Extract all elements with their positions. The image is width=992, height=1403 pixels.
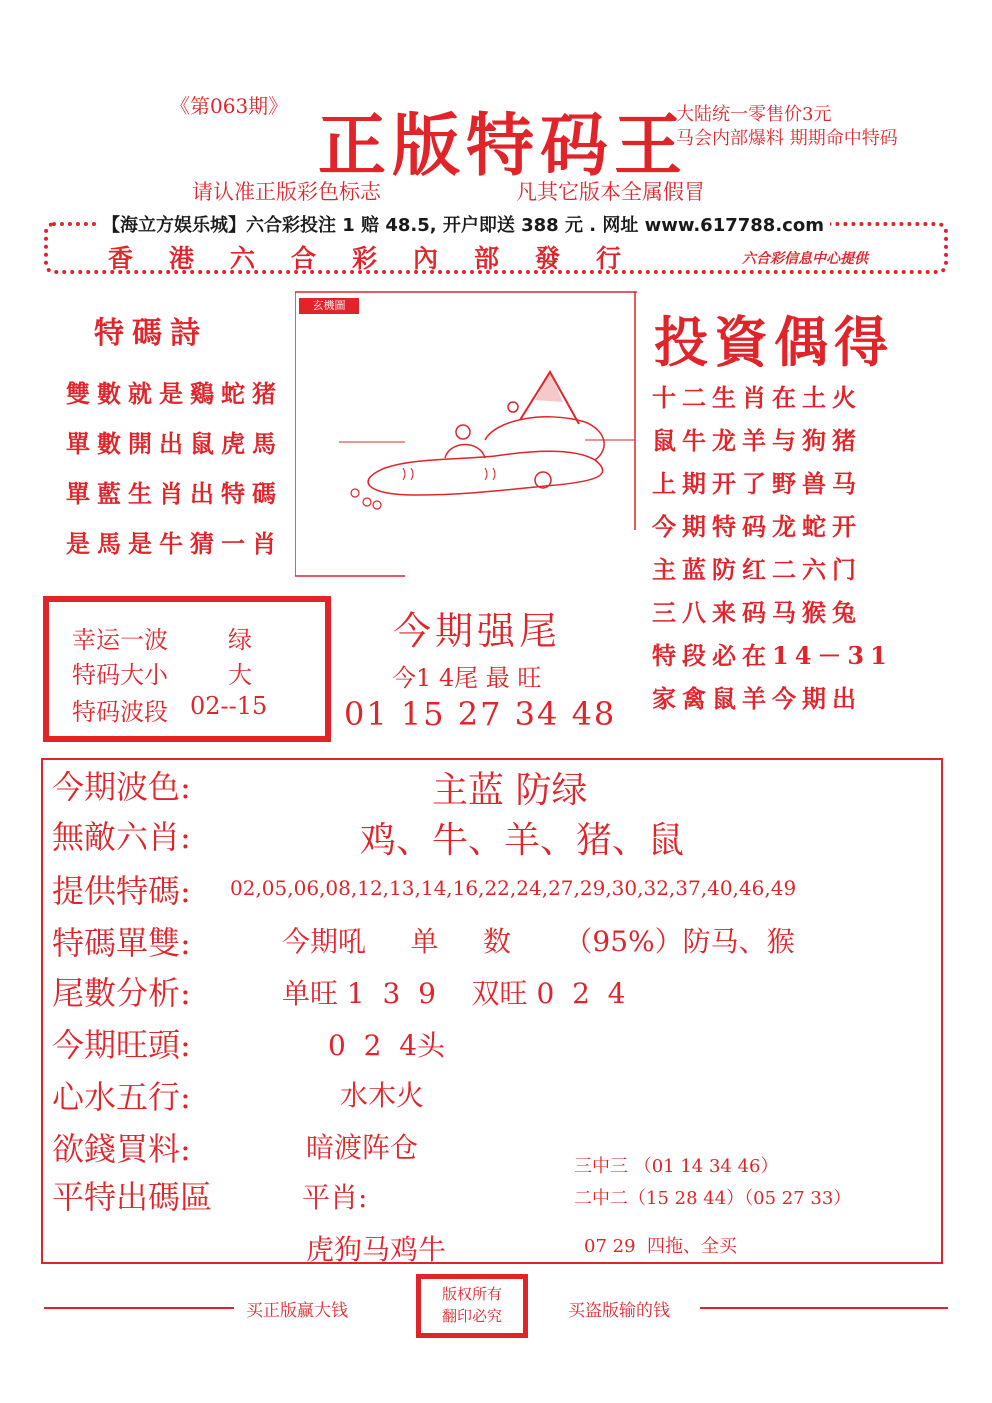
price-text: 大陆统一零售价3元 — [676, 104, 832, 125]
slogan-text: 马会内部爆料 期期命中特码 — [676, 128, 898, 149]
invest-title: 投資偶得 — [654, 311, 894, 374]
flat-label: 平特出碼區 — [52, 1178, 213, 1216]
poem-title: 特碼詩 — [94, 316, 208, 351]
elements-label: 心水五行: — [52, 1078, 191, 1116]
invest-line: 十二生肖在土火 — [652, 383, 862, 412]
ad-text: 【海立方娱乐城】六合彩投注 1 赔 48.5, 开户即送 388 元 . 网址 — [102, 215, 645, 236]
footer-divider-left — [44, 1307, 234, 1309]
two-of-two: 二中二（15 28 44）（05 27 33） — [574, 1188, 852, 1209]
size-label: 特码大小 — [72, 661, 168, 689]
color-value: 主蓝 防绿 — [432, 770, 588, 811]
invest-line: 上期开了野兽马 — [652, 469, 862, 498]
band-label: 特码波段 — [72, 698, 168, 726]
head-value: 0 2 4头 — [328, 1029, 446, 1062]
strong-tail-subtitle: 今1 4尾 最 旺 — [392, 664, 542, 692]
copyright-line-1: 版权所有 — [441, 1285, 502, 1303]
elements-value: 水木火 — [340, 1079, 425, 1112]
provider-text: 六合彩信息中心提供 — [742, 251, 868, 267]
tail-analysis-value: 单旺 1 3 9 双旺 0 2 4 — [282, 977, 626, 1010]
invest-line: 家禽鼠羊今期出 — [652, 684, 862, 713]
poem-line: 單藍生肖出特碼 — [66, 479, 283, 508]
flat-prefix: 平肖: — [302, 1181, 368, 1214]
footer-divider-right — [700, 1307, 948, 1309]
invest-line: 主蓝防红二六门 — [652, 555, 862, 584]
strong-tail-numbers: 01 15 27 34 48 — [344, 695, 617, 733]
riddle-picture — [295, 290, 637, 578]
three-of-three: 三中三 （01 14 34 46） — [574, 1156, 779, 1177]
band-value: 02--15 — [190, 692, 268, 720]
publisher-name: 香港六合彩內部發行 — [108, 244, 658, 273]
ad-site-link[interactable]: www.617788.com — [644, 215, 824, 236]
copyright-line-2: 翻印必究 — [441, 1307, 502, 1325]
page-title: 正版特码王 — [318, 107, 689, 186]
poem-line: 是馬是牛猜一肖 — [66, 529, 283, 558]
invest-line: 特段必在14－31 — [652, 641, 893, 670]
invest-line: 今期特码龙蛇开 — [652, 512, 862, 541]
riddle-picture-label: 玄機圖 — [299, 298, 359, 314]
codes-value: 02,05,06,08,12,13,14,16,22,24,27,29,30,32,37,40,46,49 — [230, 876, 797, 900]
codes-label: 提供特碼: — [52, 872, 191, 910]
footer-left-text: 买正版赢大钱 — [246, 1301, 348, 1321]
poem-line: 單數開出鼠虎馬 — [66, 429, 283, 458]
buy-value: 暗渡阵仓 — [306, 1131, 419, 1164]
six-zodiac-label: 無敵六肖: — [52, 818, 191, 856]
buy-label: 欲錢買料: — [52, 1130, 191, 1168]
lucky-wave-label: 幸运一波 — [72, 626, 168, 654]
ad-banner — [96, 211, 830, 237]
poem-line: 雙數就是鷄蛇猪 — [66, 379, 283, 408]
invest-line: 鼠牛龙羊与狗猪 — [652, 426, 862, 455]
head-label: 今期旺頭: — [52, 1026, 191, 1064]
color-label: 今期波色: — [52, 768, 191, 806]
authentic-notice: 请认准正版彩色标志 — [192, 180, 381, 204]
invest-line: 三八来码马猴兔 — [652, 598, 862, 627]
copyright-box — [416, 1274, 528, 1338]
lucky-wave-value: 绿 — [228, 626, 252, 654]
strong-tail-title: 今期强尾 — [393, 609, 562, 653]
size-value: 大 — [228, 661, 252, 689]
odd-even-value: 今期吼 单 数 （95%）防马、猴 — [282, 925, 795, 958]
six-zodiac-value: 鸡、牛、羊、猪、鼠 — [360, 820, 685, 861]
counterfeit-notice: 凡其它版本全属假冒 — [516, 180, 705, 204]
flat-animals: 虎狗马鸡牛 — [306, 1233, 447, 1266]
issue-number: 《第063期》 — [170, 94, 289, 118]
four-drag: 07 29 四拖、全买 — [584, 1236, 737, 1257]
footer-right-text: 买盗版输的钱 — [568, 1301, 670, 1321]
tail-analysis-label: 尾數分析: — [52, 974, 191, 1012]
odd-even-label: 特碼單雙: — [52, 924, 191, 962]
